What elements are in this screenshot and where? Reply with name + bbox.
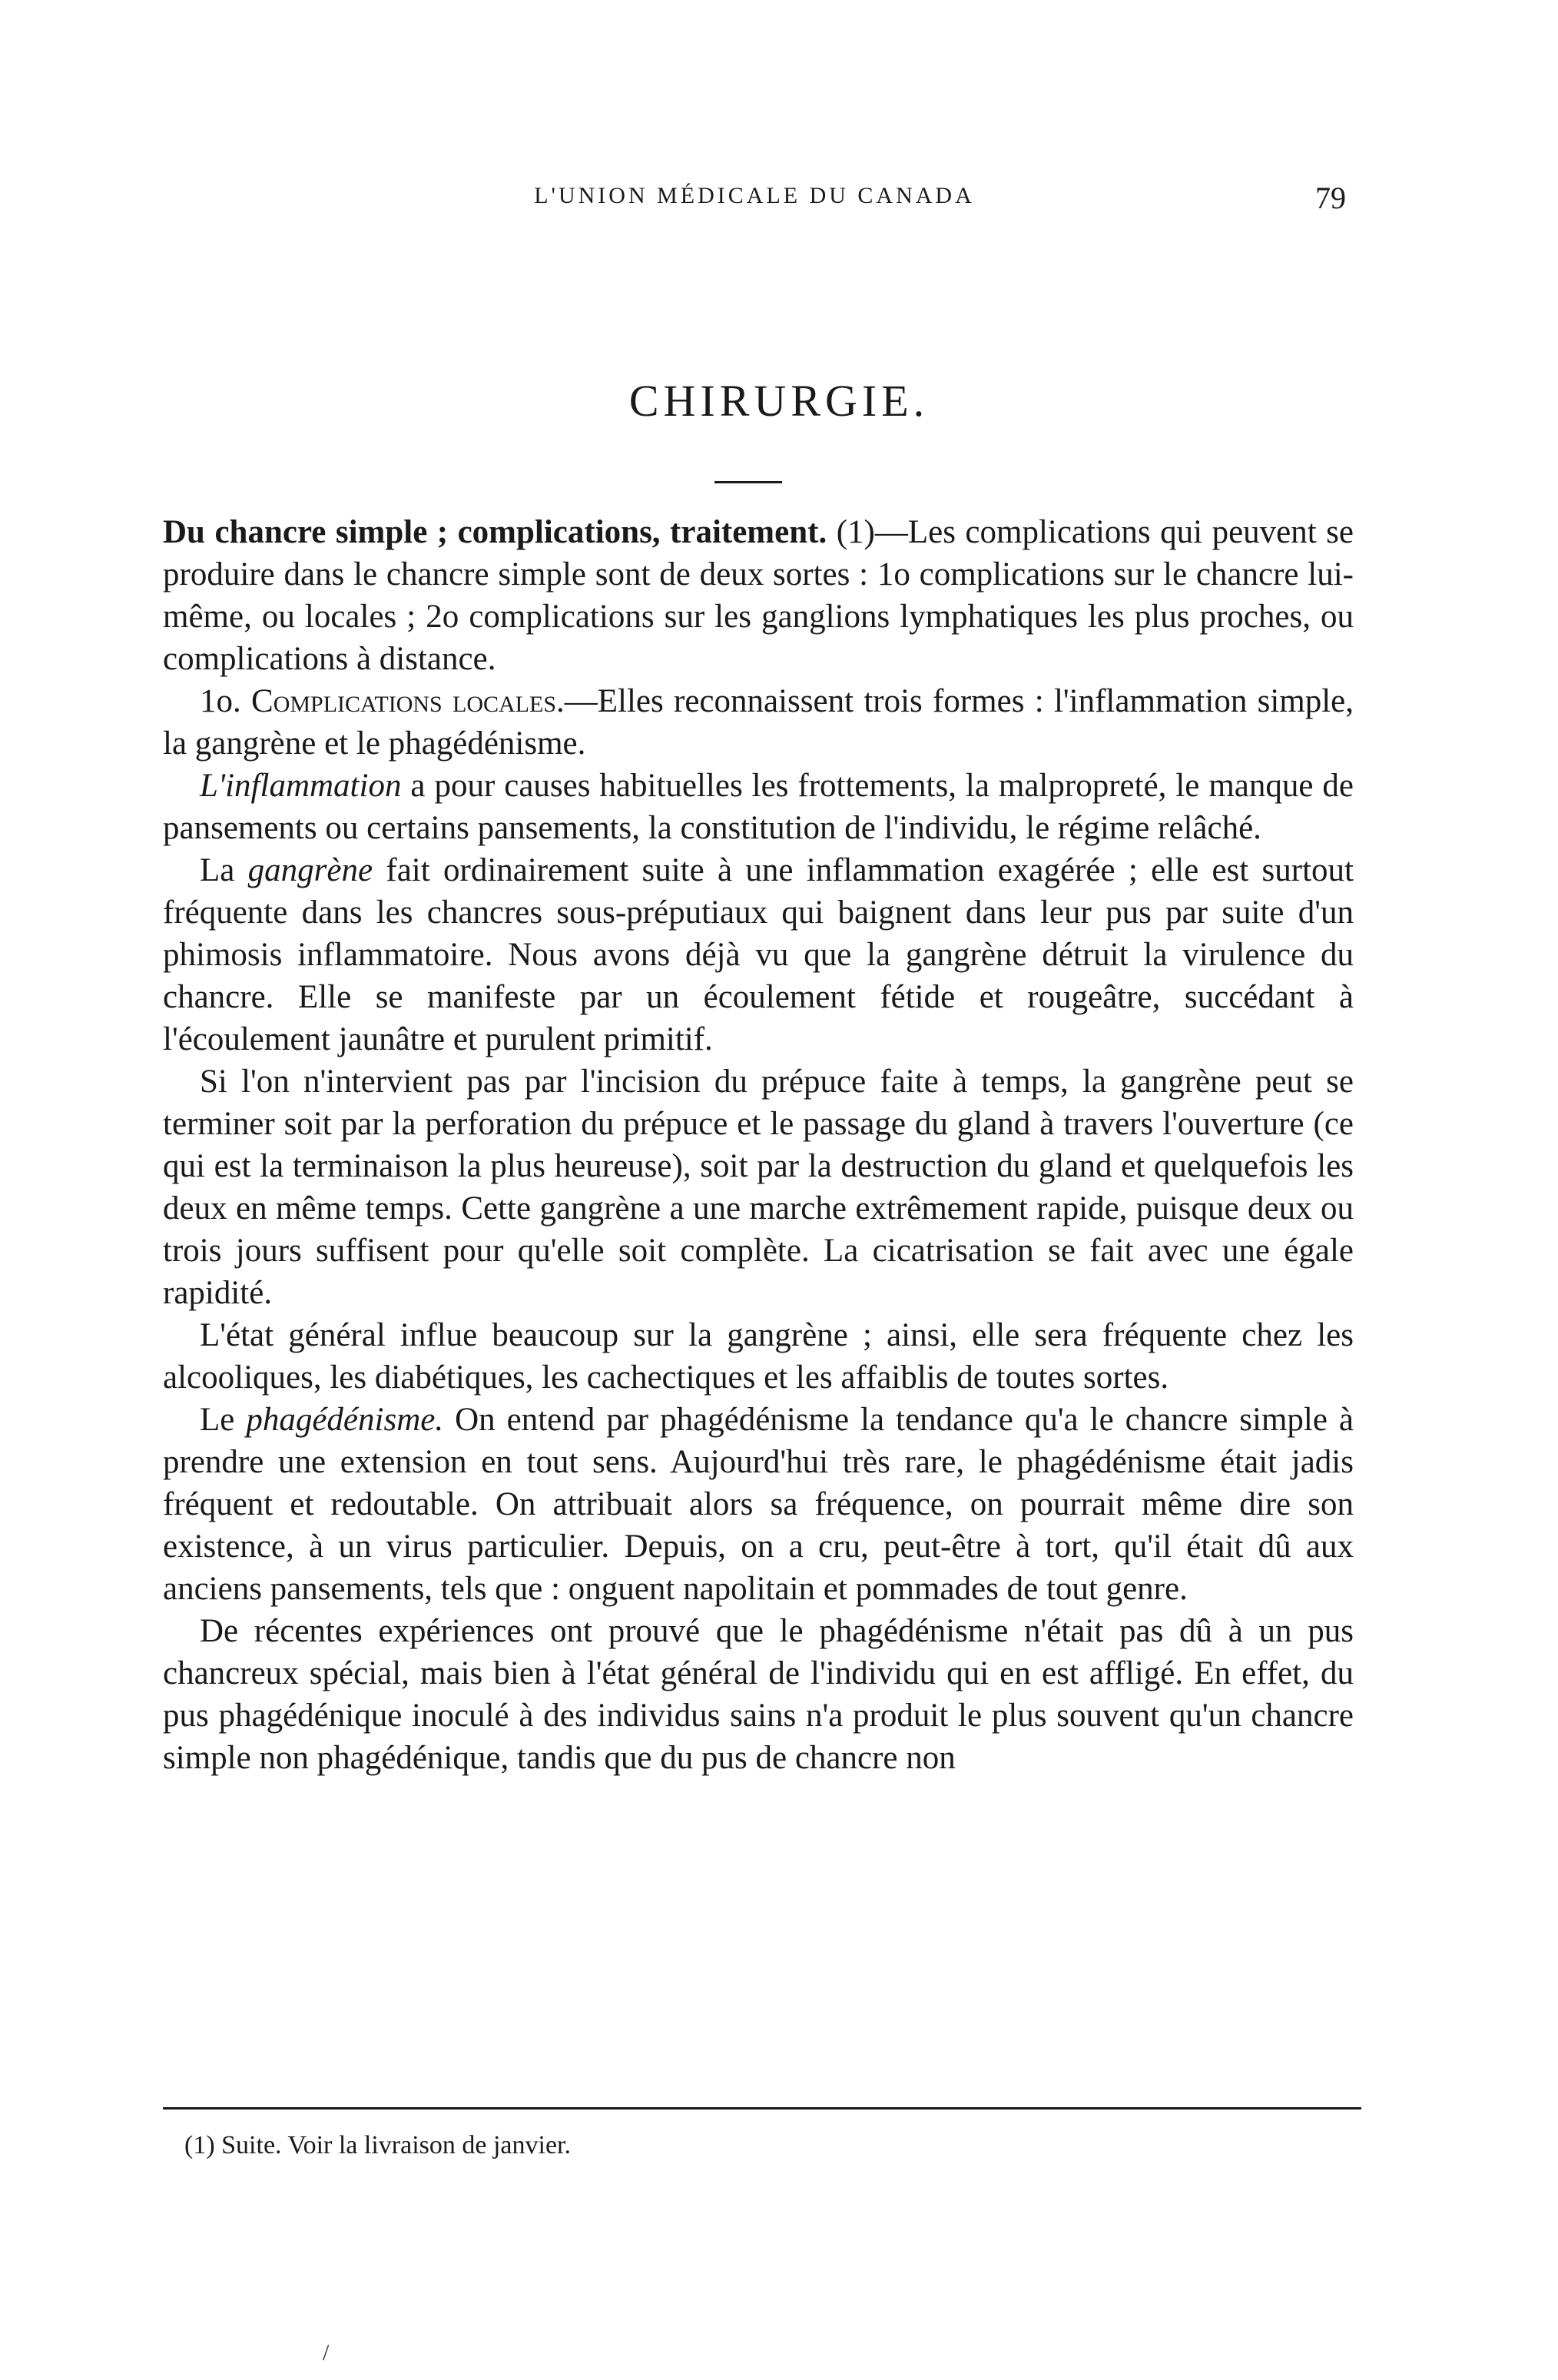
paragraph-5-text: Si l'on n'intervient pas par l'incision du prépuce faite à temps, la gangrène peut se terminer soit par la perforation du prépuce et le passage du gland à travers l'ouverture (ce qui est la terminaison la plus heureuse), soit par la destruction du gland et quelquefois les deux en même temps. Cette gangrène a une marche extrêmement rapide, puisque deux ou trois jours suffisent pour qu'elle soit complète. La cicatrisation se fait avec une égale rapidité. <box>163 1064 1354 1311</box>
paragraph-2-text: —Elles reconnaissent trois formes : l'inflammation simple, la gangrène et le phagédénisme. <box>163 683 1354 762</box>
subheading-complications-locales: Complications locales. <box>251 683 565 719</box>
paragraph-4 <box>163 849 1354 1061</box>
page-number: 79 <box>1315 181 1346 215</box>
paragraph-6 <box>163 1314 1354 1399</box>
paragraph-8-text: De récentes expériences ont prouvé que le phagédénisme n'était pas dû à un pus chancreux spécial, mais bien à l'état général de l'individu qui en est affligé. En effet, du pus phagédénique inoculé à des individus sains n'a produit le plus souvent qu'un chancre simple non phagédénique, tandis que du pus de chancre non <box>163 1613 1354 1776</box>
paragraph-3-text: a pour causes habituelles les frottements, la malpropreté, le manque de pansements ou certains pansements, la constitution de l'individu, le régime relâché. <box>163 768 1354 846</box>
paragraph-6-text: L'état général influe beaucoup sur la gangrène ; ainsi, elle sera fréquente chez les alcooliques, les diabétiques, les cachectiques et les affaiblis de toutes sortes. <box>163 1317 1354 1396</box>
paragraph-1-text: —Les complications qui peuvent se produire dans le chancre simple sont de deux sortes : 1o complications sur le chancre lui-même, ou locales ; 2o complications sur les ganglions lymphatiques les plus proches, ou complications à distance. <box>163 514 1354 677</box>
running-head <box>163 183 1346 214</box>
paragraph-3 <box>163 765 1354 849</box>
running-title: L'UNION MÉDICALE DU CANADA <box>534 183 975 208</box>
term-gangrene: gangrène <box>247 852 373 888</box>
title-rule <box>714 481 782 483</box>
section-title: CHIRURGIE. <box>628 376 930 426</box>
term-inflammation: L'inflammation <box>200 768 402 804</box>
paragraph-7-lead: Le <box>200 1402 247 1438</box>
term-phagedenisme: phagédénisme. <box>246 1402 444 1438</box>
paragraph-4-lead: La <box>200 852 248 888</box>
paragraph-4-text: fait ordinairement suite à une inflammation exagérée ; elle est surtout fréquente dans les chancres sous-préputiaux qui baignent dans leur pus par suite d'un phimosis inflammatoire. Nous avons déjà vu que la gangrène détruit la virulence du chancre. Elle se manifeste par un écoulement fétide et rougeâtre, succédant à l'écoulement jaunâtre et purulent primitif. <box>163 852 1354 1057</box>
footnote-rule <box>163 2107 1361 2109</box>
paragraph-2-lead: 1o. <box>200 683 252 719</box>
article-body <box>163 511 1354 1779</box>
footnote-ref: (1) <box>836 514 875 550</box>
paragraph-5 <box>163 1061 1354 1314</box>
footnote: (1) Suite. Voir la livraison de janvier. <box>184 2131 571 2159</box>
paragraph-8 <box>163 1610 1354 1779</box>
stray-mark: / <box>323 2340 330 2365</box>
article-heading: Du chancre simple ; complications, traitement. <box>163 514 827 550</box>
paragraph-7-text: On entend par phagédénisme la tendance qu'a le chancre simple à prendre une extension en tout sens. Aujourd'hui très rare, le phagédénisme était jadis fréquent et redoutable. On attribuait alors sa fréquence, on pourrait même dire son existence, à un virus particulier. Depuis, on a cru, peut-être à tort, qu'il était dû aux anciens pansements, tels que : onguent napolitain et pommades de tout genre. <box>163 1402 1354 1607</box>
paragraph-1 <box>163 511 1354 680</box>
paragraph-7 <box>163 1399 1354 1610</box>
paragraph-2 <box>163 680 1354 765</box>
